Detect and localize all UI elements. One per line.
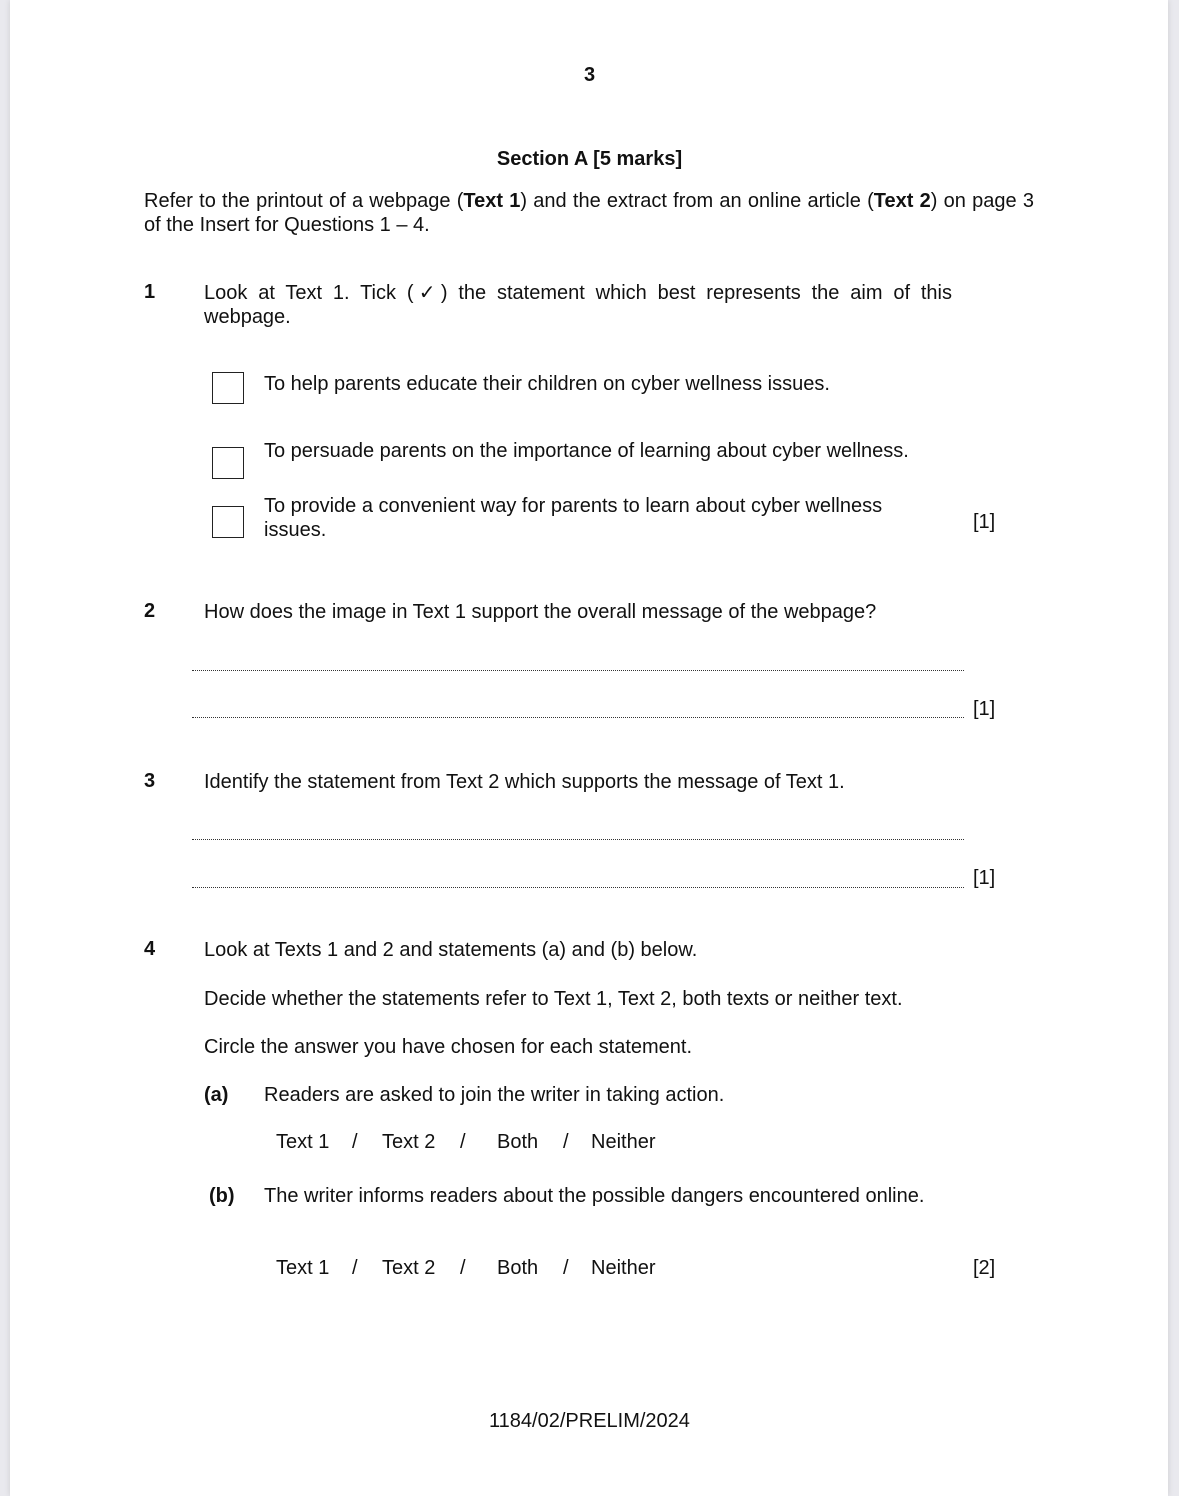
intro-paragraph: Refer to the printout of a webpage (Text 1) and the extract from an online article (Text 2) on page 3 of the Insert for Questions 1 – 4. bbox=[144, 190, 1034, 236]
part-b-text: The writer informs readers about the possible dangers encountered online. bbox=[264, 1185, 925, 1207]
choice-separator: / bbox=[352, 1131, 358, 1153]
option-2-checkbox[interactable] bbox=[212, 447, 244, 479]
choice-separator: / bbox=[352, 1257, 358, 1279]
part-a-label: (a) bbox=[204, 1084, 229, 1106]
question-3-text: Identify the statement from Text 2 which supports the message of Text 1. bbox=[204, 771, 845, 793]
choice-separator: / bbox=[460, 1257, 466, 1279]
question-3-marks: [1] bbox=[973, 867, 996, 889]
answer-line[interactable] bbox=[192, 670, 964, 671]
choice-text-1[interactable]: Text 1 bbox=[276, 1257, 330, 1279]
question-4-line-1: Look at Texts 1 and 2 and statements (a) and (b) below. bbox=[204, 939, 698, 961]
option-3-text: To provide a convenient way for parents to learn about cyber wellness issues. bbox=[264, 495, 883, 541]
question-2-marks: [1] bbox=[973, 698, 996, 720]
question-1-text: Look at Text 1. Tick (✓) the statement which best represents the aim of this webpage. bbox=[204, 282, 952, 328]
answer-line[interactable] bbox=[192, 717, 964, 718]
question-4-number: 4 bbox=[144, 938, 156, 960]
choice-separator: / bbox=[563, 1257, 569, 1279]
part-a-text: Readers are asked to join the writer in taking action. bbox=[264, 1084, 725, 1106]
option-2-text: To persuade parents on the importance of learning about cyber wellness. bbox=[264, 440, 909, 462]
question-2-text: How does the image in Text 1 support the overall message of the webpage? bbox=[204, 601, 877, 623]
question-4-marks: [2] bbox=[973, 1257, 996, 1279]
choice-both[interactable]: Both bbox=[497, 1131, 539, 1153]
section-title: Section A [5 marks] bbox=[496, 148, 683, 170]
question-4-line-3: Circle the answer you have chosen for each statement. bbox=[204, 1036, 693, 1058]
choice-text-2[interactable]: Text 2 bbox=[382, 1131, 436, 1153]
choice-text-2[interactable]: Text 2 bbox=[382, 1257, 436, 1279]
choice-text-1[interactable]: Text 1 bbox=[276, 1131, 330, 1153]
paper-code-footer: 1184/02/PRELIM/2024 bbox=[489, 1410, 690, 1432]
question-2-number: 2 bbox=[144, 600, 156, 622]
option-1-checkbox[interactable] bbox=[212, 372, 244, 404]
question-1-number: 1 bbox=[144, 281, 156, 303]
choice-both[interactable]: Both bbox=[497, 1257, 539, 1279]
part-b-label: (b) bbox=[209, 1185, 235, 1207]
question-4-line-2: Decide whether the statements refer to Text 1, Text 2, both texts or neither text. bbox=[204, 988, 903, 1010]
question-3-number: 3 bbox=[144, 770, 156, 792]
answer-line[interactable] bbox=[192, 839, 964, 840]
choice-neither[interactable]: Neither bbox=[591, 1257, 656, 1279]
option-1-text: To help parents educate their children on cyber wellness issues. bbox=[264, 373, 830, 395]
answer-line[interactable] bbox=[192, 887, 964, 888]
option-3-checkbox[interactable] bbox=[212, 506, 244, 538]
choice-separator: / bbox=[563, 1131, 569, 1153]
choice-separator: / bbox=[460, 1131, 466, 1153]
page-number: 3 bbox=[583, 64, 596, 86]
choice-neither[interactable]: Neither bbox=[591, 1131, 656, 1153]
question-1-marks: [1] bbox=[973, 511, 996, 533]
